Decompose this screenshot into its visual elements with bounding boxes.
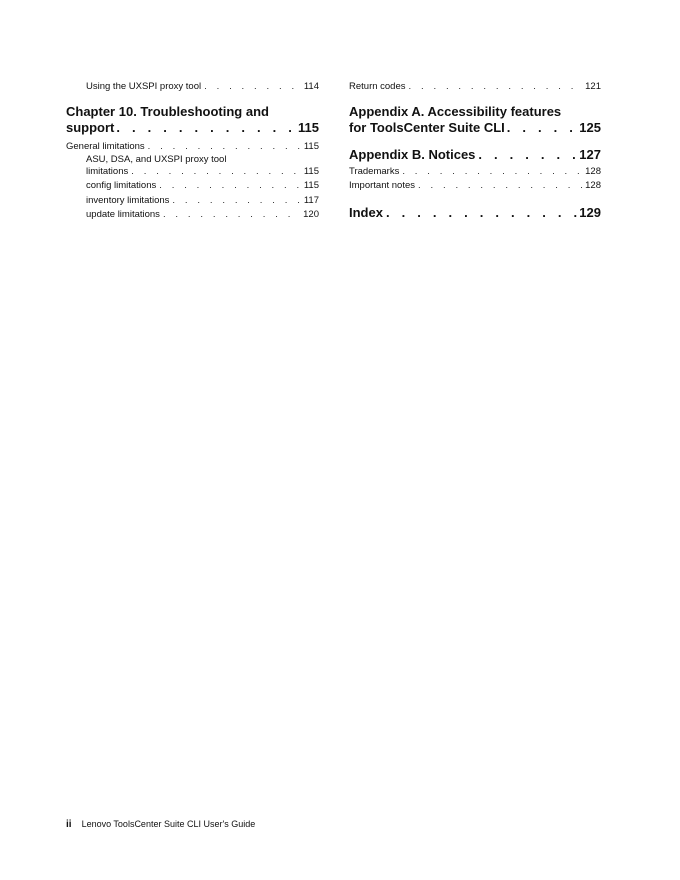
toc-right-column [349, 80, 601, 221]
dot-leader [478, 147, 579, 163]
toc-entry-config-limitations[interactable] [66, 179, 319, 194]
toc-entry-title-line1: ASU, DSA, and UXSPI proxy tool [86, 154, 227, 165]
toc-entry-title: inventory limitations [86, 194, 170, 206]
dot-leader [159, 179, 302, 194]
toc-entry-title-line2: limitations [86, 166, 129, 177]
dot-leader [172, 194, 301, 209]
toc-appendix-b[interactable] [349, 147, 601, 163]
dot-leader [409, 80, 584, 95]
toc-entry-trademarks[interactable] [349, 165, 601, 180]
toc-entry-title: Important notes [349, 180, 416, 191]
toc-appendix-a[interactable] [349, 104, 601, 136]
toc-entry-inventory-limitations[interactable] [66, 194, 319, 209]
chapter-title-line1: Chapter 10. Troubleshooting and [66, 103, 269, 119]
dot-leader [386, 205, 579, 221]
dot-leader [131, 165, 302, 179]
toc-entry-asu-dsa-uxspi-limitations[interactable] [66, 154, 319, 179]
dot-leader [116, 120, 298, 136]
dot-leader [204, 80, 302, 95]
appendix-title: Appendix B. Notices [349, 146, 476, 162]
chapter-title-line2: support [66, 119, 115, 135]
toc-entry-general-limitations[interactable] [66, 140, 319, 155]
toc-entry-title: update limitations [86, 209, 160, 220]
footer-guide-title: Lenovo ToolsCenter Suite CLI User's Guide [81, 819, 256, 829]
toc-entry-page: 128 [585, 165, 601, 177]
toc-entry-title: General limitations [66, 140, 145, 152]
appendix-title-line1: Appendix A. Accessibility features [349, 103, 562, 119]
index-title: Index [349, 204, 383, 220]
appendix-title-line2: for ToolsCenter Suite CLI [349, 119, 505, 135]
footer-page-number: ii [66, 819, 72, 830]
dot-leader [148, 140, 302, 155]
toc-entry-return-codes[interactable] [349, 80, 601, 95]
toc-entry-page: 120 [303, 209, 319, 220]
dot-leader [402, 165, 583, 180]
index-page: 129 [579, 204, 601, 220]
toc-entry-page: 115 [303, 140, 319, 152]
toc-entry-page: 115 [303, 180, 319, 191]
dot-leader [418, 179, 583, 194]
dot-leader [163, 208, 301, 223]
toc-entry-title: Return codes [349, 81, 406, 92]
toc-chapter-10[interactable] [66, 104, 319, 136]
toc-entry-title: Trademarks [349, 165, 400, 177]
dot-leader [507, 120, 580, 136]
toc-entry-title: config limitations [86, 180, 157, 191]
toc-entry-page: 115 [303, 166, 319, 177]
chapter-page: 115 [298, 119, 319, 135]
toc-entry-page: 117 [303, 194, 319, 206]
appendix-page: 127 [579, 146, 601, 162]
toc-entry-update-limitations[interactable] [66, 208, 319, 223]
toc-entry-page: 114 [303, 81, 319, 92]
toc-entry-uxspi-proxy-tool[interactable] [66, 80, 319, 95]
toc-entry-important-notes[interactable] [349, 179, 601, 194]
toc-left-column [66, 80, 319, 223]
toc-entry-title: Using the UXSPI proxy tool [86, 81, 202, 92]
toc-entry-page: 121 [585, 81, 601, 92]
toc-index[interactable] [349, 205, 601, 221]
appendix-page: 125 [579, 119, 601, 135]
toc-entry-page: 128 [585, 180, 601, 191]
page-footer [66, 819, 255, 830]
